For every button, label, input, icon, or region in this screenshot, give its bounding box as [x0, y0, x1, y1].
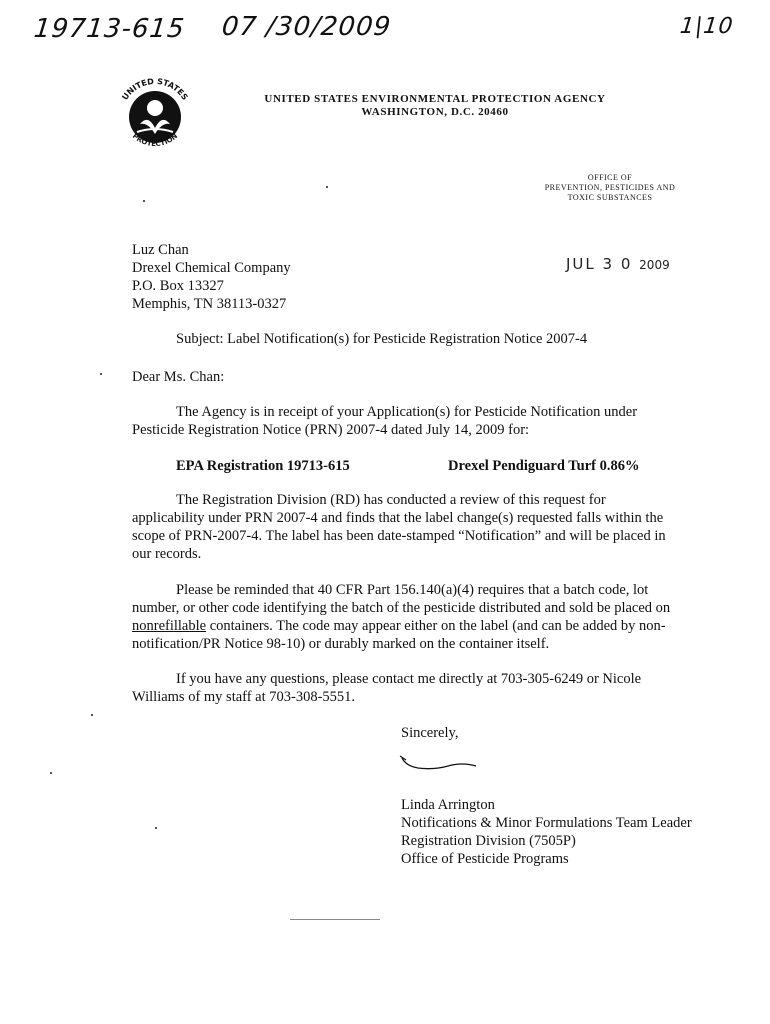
- signer-office: Office of Pesticide Programs: [401, 851, 569, 867]
- scan-speck: [326, 186, 328, 188]
- office-block: [520, 173, 700, 203]
- paragraph-batch-line-3-rest: containers. The code may appear either on the label (and can be added by non-: [206, 618, 666, 634]
- date-stamp: [566, 255, 670, 273]
- agency-address: WASHINGTON, D.C. 20460: [361, 106, 509, 118]
- recipient-po-box: P.O. Box 13327: [132, 278, 224, 294]
- paragraph-batch-line-4: notification/PR Notice 98-10) or durably marked on the container itself.: [132, 636, 550, 652]
- paragraph-receipt: [132, 403, 732, 439]
- nonrefillable-underlined: nonrefillable: [132, 618, 207, 634]
- paragraph-contact-line-1: If you have any questions, please contact me directly at 703-305-6249 or Nicole: [176, 671, 642, 687]
- scan-speck: [100, 373, 102, 375]
- paragraph-receipt-line-1: The Agency is in receipt of your Application(s) for Pesticide Notification under: [176, 404, 638, 420]
- recipient-company: Drexel Chemical Company: [132, 260, 291, 276]
- signer-block: [401, 796, 692, 868]
- scan-speck: [50, 772, 52, 774]
- paragraph-receipt-line-2: Pesticide Registration Notice (PRN) 2007-4 dated July 14, 2009 for:: [132, 422, 530, 438]
- paragraph-review: [132, 491, 742, 563]
- office-line-2: PREVENTION, PESTICIDES AND: [544, 183, 676, 192]
- scan-speck: [143, 200, 145, 202]
- paragraph-review-line-3: scope of PRN-2007-4. The label has been date-stamped “Notification” and will be placed in: [132, 528, 666, 544]
- signer-name: Linda Arrington: [401, 797, 495, 813]
- agency-name: UNITED STATES ENVIRONMENTAL PROTECTION AGENCY: [264, 93, 606, 105]
- recipient-address: [132, 241, 291, 313]
- salutation: Dear Ms. Chan:: [132, 369, 225, 385]
- product-name: Drexel Pendiguard Turf 0.86%: [448, 458, 640, 474]
- paragraph-batch-code: [132, 581, 742, 653]
- scan-speck: [290, 919, 380, 920]
- paragraph-batch-line-2: number, or other code identifying the batch of the pesticide distributed and sold be placed on: [132, 600, 671, 616]
- handwritten-page-number: 1|10: [678, 14, 735, 39]
- office-line-1: OFFICE OF: [587, 173, 633, 182]
- paragraph-review-line-4: our records.: [132, 546, 202, 562]
- paragraph-batch-line-1: Please be reminded that 40 CFR Part 156.140(a)(4) requires that a batch code, lot: [176, 582, 649, 598]
- date-stamp-month-day: JUL 3 0: [566, 255, 633, 273]
- epa-seal-icon: [110, 72, 200, 162]
- subject-line: Subject: Label Notification(s) for Pesticide Registration Notice 2007-4: [176, 331, 588, 347]
- handwritten-registration-number: 19713-615: [32, 14, 187, 44]
- signer-title: Notifications & Minor Formulations Team Leader: [401, 815, 692, 831]
- office-line-3: TOXIC SUBSTANCES: [567, 193, 653, 202]
- signature-icon: [398, 752, 488, 780]
- date-stamp-year: 2009: [639, 258, 670, 272]
- closing: Sincerely,: [401, 725, 459, 741]
- paragraph-review-line-1: The Registration Division (RD) has conducted a review of this request for: [176, 492, 606, 508]
- epa-registration-number: EPA Registration 19713-615: [176, 458, 350, 474]
- signer-division: Registration Division (7505P): [401, 833, 576, 849]
- seal-text-bottom: PROTECTION: [130, 132, 180, 149]
- recipient-city: Memphis, TN 38113-0327: [132, 296, 287, 312]
- scan-speck: [155, 827, 157, 829]
- seal-text-top: UNITED STATES: [120, 76, 190, 102]
- paragraph-contact-line-2: Williams of my staff at 703-308-5551.: [132, 689, 356, 705]
- paragraph-contact: [132, 670, 742, 706]
- scan-speck: [91, 714, 93, 716]
- recipient-name: Luz Chan: [132, 242, 189, 258]
- handwritten-date: 07 /30/2009: [220, 12, 393, 42]
- paragraph-review-line-2: applicability under PRN 2007-4 and finds that the label change(s) requested falls within the: [132, 510, 664, 526]
- paragraph-batch-line-3: [132, 617, 742, 635]
